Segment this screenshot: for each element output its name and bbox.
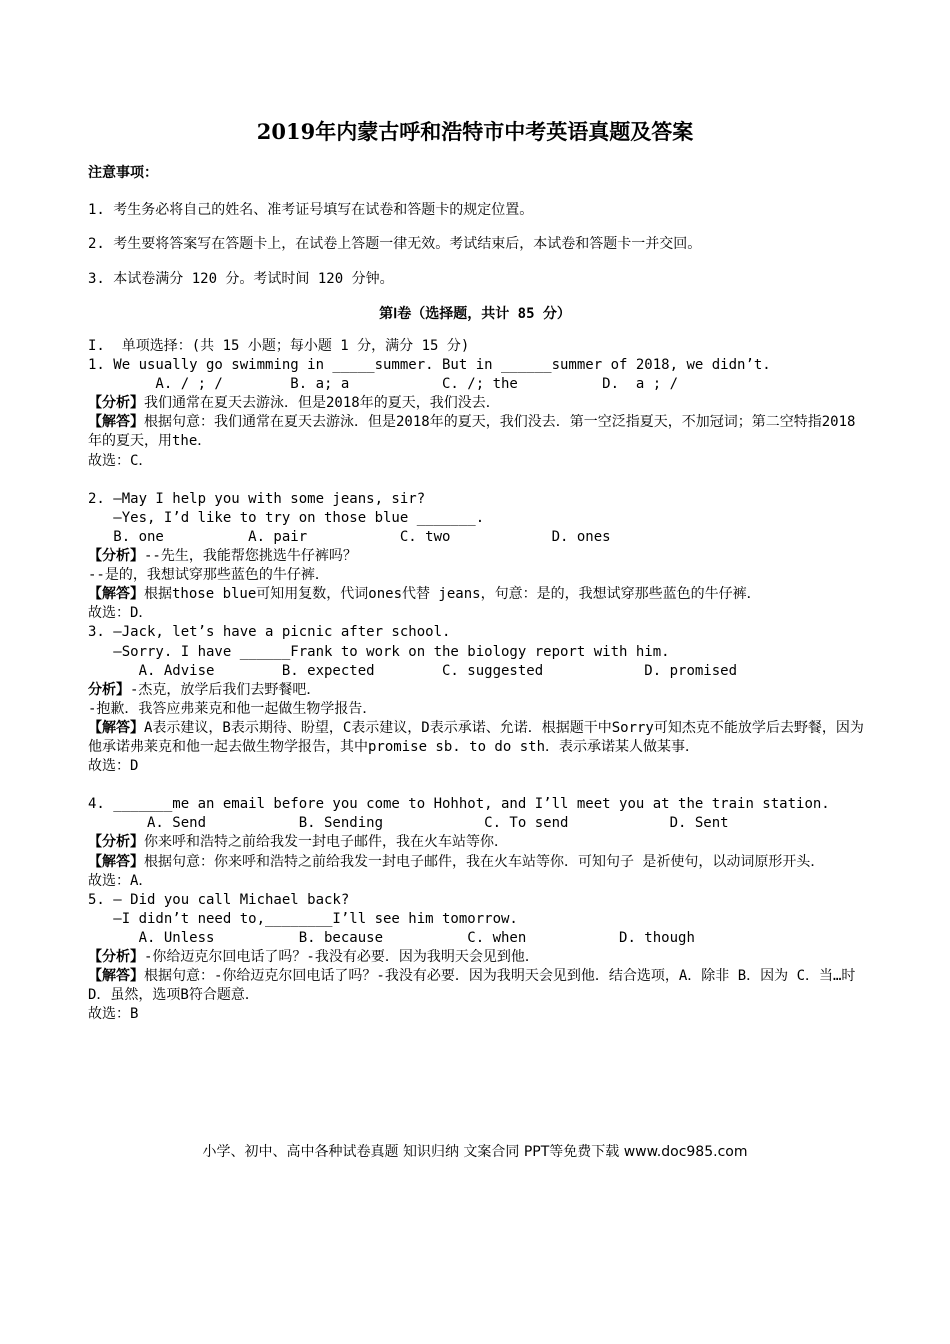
answer-result: 故选：A． bbox=[88, 872, 153, 889]
analysis-tag: 【分析】 bbox=[88, 949, 144, 965]
question-stem: 3. —Jack, let’s have a picnic after school. bbox=[88, 624, 451, 641]
question-3 bbox=[88, 623, 868, 776]
analysis-text: 我们通常在夏天去游泳．但是2018年的夏天，我们没去． bbox=[144, 395, 500, 412]
question-options: A. Unless B. because C. when D. though bbox=[88, 929, 695, 946]
analysis-text: -你给迈克尔回电话了吗？-我没有必要．因为我明天会见到他． bbox=[144, 949, 539, 965]
question-stem: —Yes, I’d like to try on those blue _______. bbox=[88, 509, 485, 526]
answer-text: 根据句意：我们通常在夏天去游泳．但是2018年的夏天，我们没去．第一空泛指夏天，不加冠词；第二空特指2018年的夏天，用the． bbox=[88, 414, 856, 450]
answer-text: 根据句意：你来呼和浩特之前给我发一封电子邮件，我在火车站等你．可知句子 是祈使句，以动词原形开头． bbox=[144, 853, 825, 870]
question-options: B. one A. pair C. two D. ones bbox=[88, 528, 611, 545]
answer-result: 故选：C． bbox=[88, 452, 153, 469]
notice-item: 3. 本试卷满分 120 分。考试时间 120 分钟。 bbox=[88, 271, 394, 287]
question-stem: —Sorry. I have ______Frank to work on the biology report with him. bbox=[88, 643, 670, 660]
notice-item: 1. 考生务必将自己的姓名、准考证号填写在试卷和答题卡的规定位置。 bbox=[88, 202, 534, 218]
notice-heading: 注意事项： bbox=[88, 165, 158, 181]
part-title: I. 单项选择：(共 15 小题；每小题 1 分，满分 15 分) bbox=[88, 338, 470, 354]
question-stem: 1. We usually go swimming in _____summer. But in ______summer of 2018, we didn’t. bbox=[88, 357, 771, 374]
answer-text: 根据句意：-你给迈克尔回电话了吗？-我没有必要．因为我明天会见到他．结合选项，A．除非 B．因为 C．当…时 D．虽然，选项B符合题意． bbox=[88, 968, 856, 1004]
answer-result: 故选：D bbox=[88, 758, 139, 775]
notice-item: 2. 考生要将答案写在答题卡上，在试卷上答题一律无效。考试结束后，本试卷和答题卡一并交回。 bbox=[88, 236, 702, 252]
answer-tag: 【解答】 bbox=[88, 968, 144, 985]
answer-result: 故选：D． bbox=[88, 605, 153, 622]
questions-content bbox=[88, 337, 868, 1024]
analysis-text: -杰克，放学后我们去野餐吧． bbox=[130, 681, 321, 698]
question-2 bbox=[88, 490, 868, 624]
answer-text: A表示建议，B表示期待、盼望，C表示建议，D表示承诺、允诺．根据题干中Sorry可知杰克不能放学后去野餐，因为他承诺弗莱克和他一起去做生物学报告，其中promise sb. to do sth．表示承诺某人做某事． bbox=[88, 719, 864, 755]
question-options: A. / ; / B. a; a C. /; the D. a ; / bbox=[88, 376, 679, 393]
footer-text: 小学、初中、高中各种试卷真题 知识归纳 文案合同 PPT等免费下载 www.doc985.com bbox=[202, 1144, 748, 1160]
question-stem: —I didn’t need to,________I’ll see him tomorrow. bbox=[88, 910, 518, 927]
question-5 bbox=[88, 891, 868, 1025]
answer-tag: 【解答】 bbox=[88, 414, 144, 431]
answer-tag: 【解答】 bbox=[88, 719, 144, 736]
answer-tag: 【解答】 bbox=[88, 586, 144, 603]
question-stem: 2. —May I help you with some jeans, sir? bbox=[88, 490, 426, 507]
analysis-tag: 【分析】 bbox=[88, 834, 144, 851]
analysis-tag: 【分析】 bbox=[88, 548, 144, 565]
page-title: 2019年内蒙古呼和浩特市中考英语真题及答案 bbox=[256, 119, 694, 144]
analysis-tag: 分析】 bbox=[88, 681, 130, 698]
question-stem: 5. — Did you call Michael back? bbox=[88, 891, 350, 908]
answer-tag: 【解答】 bbox=[88, 853, 144, 870]
question-options: A. Send B. Sending C. To send D. Sent bbox=[88, 815, 729, 832]
answer-result: 故选：B bbox=[88, 1006, 139, 1023]
analysis-text: -抱歉．我答应弗莱克和他一起做生物学报告． bbox=[88, 700, 377, 717]
analysis-text: --先生，我能帮您挑选牛仔裤吗？ bbox=[144, 548, 357, 565]
section-title: 第Ⅰ卷（选择题，共计 85 分） bbox=[379, 306, 571, 322]
answer-text: 根据those blue可知用复数，代词ones代替 jeans，句意：是的，我想试穿那些蓝色的牛仔裤． bbox=[144, 586, 761, 603]
question-stem: 4. _______me an email before you come to Hohhot, and I’ll meet you at the train station. bbox=[88, 796, 830, 813]
analysis-tag: 【分析】 bbox=[88, 395, 144, 412]
question-4 bbox=[88, 795, 868, 890]
analysis-text: 你来呼和浩特之前给我发一封电子邮件，我在火车站等你． bbox=[144, 834, 508, 851]
question-options: A. Advise B. expected C. suggested D. promised bbox=[88, 662, 738, 679]
question-1 bbox=[88, 356, 868, 471]
analysis-text: --是的，我想试穿那些蓝色的牛仔裤． bbox=[88, 567, 329, 584]
